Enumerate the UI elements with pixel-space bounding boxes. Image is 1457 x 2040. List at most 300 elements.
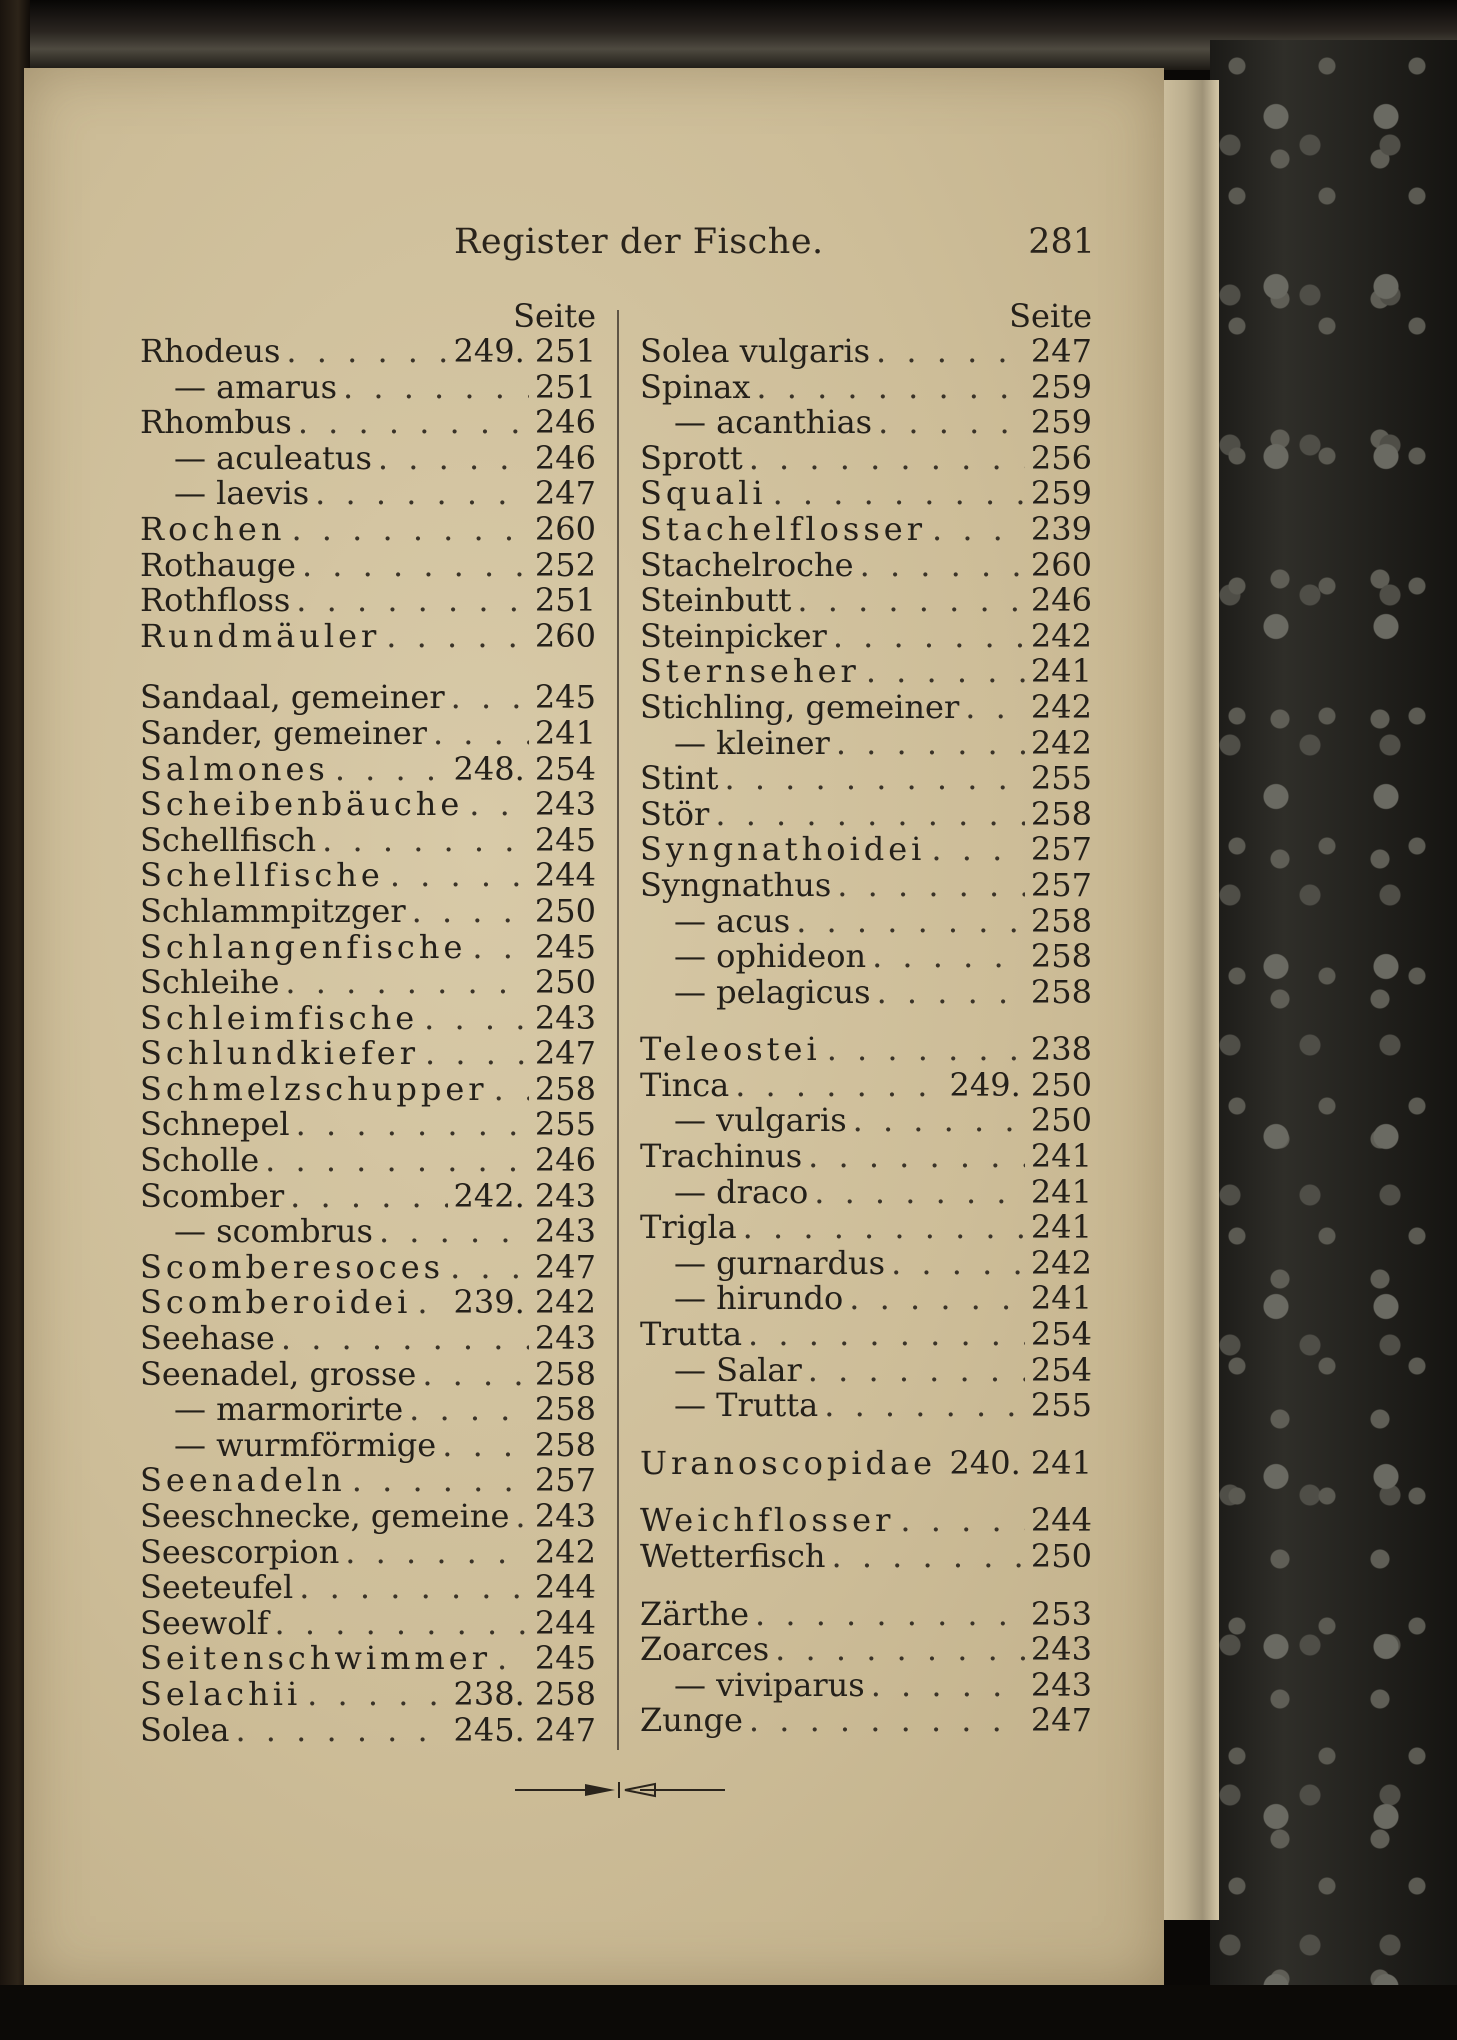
- page-stack-edge: [1164, 80, 1219, 1920]
- index-entry: [140, 1143, 596, 1179]
- index-entry: [140, 1321, 596, 1357]
- entry-pages: 243: [1030, 1665, 1092, 1704]
- dot-leader: [932, 512, 1025, 548]
- dot-leader: [290, 1179, 447, 1215]
- index-entry: [140, 1392, 596, 1428]
- entry-term: Seenadeln: [140, 1461, 346, 1500]
- entry-term: Weichflosser: [640, 1501, 895, 1540]
- entry-pages: 247: [534, 1034, 596, 1073]
- entry-term: Schleihe: [140, 963, 280, 1002]
- entry-term: Sternseher: [640, 652, 860, 691]
- entry-term: Stachelflosser: [640, 509, 926, 548]
- entry-pages: 241: [1030, 1137, 1092, 1176]
- index-entry: [640, 1665, 1092, 1704]
- dot-leader: [743, 1210, 1025, 1246]
- page-number: 281: [1028, 222, 1095, 262]
- dot-leader: [296, 1107, 529, 1143]
- index-entry: [640, 1350, 1092, 1389]
- dot-leader: [931, 832, 1025, 868]
- entry-term: Steinpicker: [640, 616, 827, 655]
- entry-pages: 242: [1030, 1243, 1092, 1282]
- index-entry: [640, 1703, 1092, 1739]
- entry-term: Tinca: [640, 1065, 730, 1104]
- entry-pages: 253: [1030, 1594, 1092, 1633]
- index-entry: [640, 1032, 1092, 1068]
- entry-pages: 256: [1030, 438, 1092, 477]
- index-entry: [140, 1036, 596, 1072]
- entry-pages: 257: [1030, 865, 1092, 904]
- dot-leader: [497, 1641, 529, 1677]
- entry-term: — aculeatus: [174, 438, 372, 477]
- entry-term: Solea: [140, 1710, 230, 1749]
- entry-pages: 243: [534, 785, 596, 824]
- entry-term: Salmones: [140, 749, 329, 788]
- entry-pages: 250: [1030, 1537, 1092, 1575]
- index-entry: [640, 1594, 1092, 1633]
- index-entry: [140, 858, 596, 894]
- dot-leader: [853, 1103, 1025, 1139]
- entry-term: Schleimfische: [140, 998, 419, 1037]
- entry-term: Stör: [640, 794, 710, 833]
- entry-pages: 241: [1030, 1208, 1092, 1247]
- dot-leader: [515, 1499, 529, 1535]
- dot-leader: [298, 405, 529, 441]
- entry-pages: 242: [1030, 687, 1092, 726]
- entry-term: Scholle: [140, 1141, 260, 1180]
- entry-pages: 258: [534, 1069, 596, 1108]
- index-entry: [640, 616, 1092, 655]
- entry-term: Schellfische: [140, 856, 384, 895]
- index-entry: [640, 583, 1092, 619]
- entry-term: Stint: [640, 759, 719, 798]
- entry-term: — acanthias: [674, 403, 873, 442]
- entry-pages: 239. 242: [453, 1283, 596, 1322]
- index-entry: [140, 1425, 596, 1464]
- dot-leader: [965, 690, 1025, 726]
- entry-term: — viviparus: [674, 1665, 865, 1704]
- entry-pages: 245: [534, 820, 596, 859]
- entry-term: Solea vulgaris: [640, 332, 871, 370]
- letter-group-gap: [140, 654, 596, 680]
- dot-leader: [891, 1246, 1025, 1282]
- dot-leader: [775, 1632, 1025, 1668]
- index-entry: [140, 1641, 596, 1677]
- dot-leader: [285, 965, 529, 1001]
- entry-term: Trigla: [640, 1208, 737, 1247]
- entry-pages: 260: [534, 509, 596, 548]
- dot-leader: [900, 1503, 1025, 1539]
- entry-pages: 245: [534, 927, 596, 966]
- index-entry: [140, 1710, 596, 1749]
- index-entry: [640, 865, 1092, 904]
- entry-pages: 247: [534, 1247, 596, 1286]
- entry-term: Schlundkiefer: [140, 1034, 420, 1073]
- entry-pages: 241: [1030, 1279, 1092, 1318]
- dot-leader: [352, 1463, 529, 1499]
- entry-pages: 247: [1030, 332, 1092, 370]
- entry-term: Seeschnecke, gemeine: [140, 1497, 510, 1535]
- dot-leader: [450, 1250, 529, 1286]
- index-entry: [640, 1065, 1092, 1104]
- dot-leader: [265, 1143, 529, 1179]
- index-entry: [140, 749, 596, 788]
- index-entry: [140, 1532, 596, 1571]
- index-entry: [140, 965, 596, 1001]
- index-entry: [140, 1674, 596, 1713]
- index-entry: [640, 687, 1092, 726]
- index-entry: [640, 1281, 1092, 1317]
- entry-pages: 244: [534, 1568, 596, 1607]
- index-entry: [640, 832, 1092, 868]
- dot-leader: [422, 1357, 529, 1393]
- entry-term: Trutta: [640, 1315, 743, 1354]
- entry-term: Schellfisch: [140, 820, 317, 859]
- dot-leader: [866, 654, 1025, 690]
- entry-term: Stichling, gemeiner: [640, 687, 960, 726]
- index-entry: [640, 723, 1092, 762]
- entry-term: Teleostei: [640, 1030, 821, 1069]
- entry-term: Syngnathoidei: [640, 830, 926, 869]
- entry-pages: 245. 247: [453, 1710, 596, 1749]
- dot-leader: [307, 1677, 447, 1713]
- entry-pages: 249. 250: [949, 1065, 1092, 1104]
- index-entry: [640, 761, 1092, 797]
- dot-leader: [302, 548, 529, 584]
- index-entry: [140, 509, 596, 548]
- column-divider: [617, 310, 619, 1750]
- dot-leader: [299, 1570, 529, 1606]
- dot-leader: [836, 726, 1025, 762]
- index-entry: [140, 583, 596, 619]
- entry-pages: 255: [1030, 759, 1092, 798]
- dot-leader: [291, 512, 528, 548]
- entry-term: Rhombus: [140, 403, 292, 442]
- index-entry: [140, 334, 596, 370]
- dot-leader: [827, 1032, 1025, 1068]
- entry-pages: 245: [534, 1639, 596, 1678]
- end-ornament: [515, 1778, 725, 1802]
- entry-pages: 258: [534, 1390, 596, 1429]
- entry-term: Zunge: [640, 1701, 743, 1740]
- entry-pages: 238. 258: [453, 1674, 596, 1713]
- entry-pages: 238: [1030, 1030, 1092, 1069]
- entry-term: Stachelroche: [640, 545, 854, 584]
- entry-pages: 250: [1030, 1101, 1092, 1140]
- entry-pages: 254: [1030, 1315, 1092, 1354]
- dot-leader: [386, 619, 529, 655]
- entry-term: Schnepel: [140, 1105, 290, 1144]
- index-entry: [640, 1632, 1092, 1668]
- index-entry: [140, 1247, 596, 1286]
- seite-label: Seite: [1009, 297, 1092, 335]
- entry-pages: 255: [1030, 1386, 1092, 1425]
- entry-term: — draco: [674, 1172, 809, 1211]
- index-entry: [640, 901, 1092, 940]
- dot-leader: [335, 752, 448, 788]
- entry-term: Scomberoidei: [140, 1283, 412, 1322]
- index-entry: [640, 1210, 1092, 1246]
- dot-leader: [425, 1036, 529, 1072]
- dot-leader: [275, 1606, 529, 1642]
- index-entry: [640, 334, 1092, 370]
- index-entry: [140, 616, 596, 655]
- entry-term: — ophideon: [674, 937, 867, 976]
- entry-pages: 243: [534, 1497, 596, 1535]
- index-entry: [640, 654, 1092, 690]
- entry-pages: 241: [1030, 1172, 1092, 1211]
- dot-leader: [724, 761, 1024, 797]
- entry-term: — marmorirte: [174, 1390, 404, 1429]
- entry-pages: 249. 251: [453, 332, 596, 370]
- entry-pages: 260: [534, 616, 596, 655]
- entry-term: — scombrus: [174, 1212, 373, 1251]
- index-entry: [140, 1354, 596, 1393]
- entry-pages: 259: [1030, 403, 1092, 442]
- entry-term: Wetterfisch: [640, 1537, 826, 1575]
- entry-term: — amarus: [174, 367, 337, 406]
- index-entry: [640, 1139, 1092, 1175]
- dot-leader: [315, 476, 529, 512]
- entry-term: Scomber: [140, 1176, 285, 1215]
- dot-leader: [796, 904, 1025, 940]
- dot-leader: [378, 441, 529, 477]
- index-entry: [140, 545, 596, 584]
- entry-pages: 259: [1030, 367, 1092, 406]
- index-entry: [140, 680, 596, 716]
- index-entry: [140, 1069, 596, 1108]
- dot-leader: [808, 1139, 1025, 1175]
- bottom-shadow: [0, 1985, 1457, 2040]
- dot-leader: [409, 1392, 529, 1428]
- entry-term: Schmelzschupper: [140, 1069, 488, 1108]
- index-column-right: [640, 298, 1092, 1739]
- index-entry: [640, 509, 1092, 548]
- entry-term: Sprott: [640, 438, 743, 477]
- index-entry: [140, 1603, 596, 1642]
- entry-term: — Salar: [674, 1350, 802, 1389]
- index-entry: [640, 794, 1092, 833]
- entry-pages: 245: [534, 678, 596, 717]
- index-entry: [640, 438, 1092, 477]
- dot-leader: [472, 930, 529, 966]
- entry-term: Rothfloss: [140, 581, 291, 620]
- letter-group-gap: [640, 1481, 1092, 1503]
- letter-group-gap: [640, 1424, 1092, 1446]
- index-entry: [640, 1103, 1092, 1139]
- entry-pages: 242: [1030, 616, 1092, 655]
- dot-leader: [343, 370, 529, 406]
- entry-term: Scomberesoces: [140, 1247, 445, 1286]
- dot-leader: [286, 334, 447, 370]
- letter-group-gap: [640, 1575, 1092, 1597]
- dot-leader: [379, 1214, 529, 1250]
- dot-leader: [849, 1281, 1025, 1317]
- dot-leader: [773, 476, 1025, 512]
- entry-pages: 250: [534, 891, 596, 930]
- index-entry: [640, 1317, 1092, 1353]
- entry-pages: 242. 243: [453, 1176, 596, 1215]
- dot-leader: [390, 858, 529, 894]
- entry-term: Scheibenbäuche: [140, 785, 464, 824]
- entry-pages: 243: [534, 1319, 596, 1358]
- index-entry: [140, 367, 596, 406]
- index-entry: [640, 405, 1092, 441]
- entry-pages: 251: [534, 581, 596, 620]
- entry-pages: 260: [1030, 545, 1092, 584]
- entry-term: Rhodeus: [140, 332, 281, 370]
- entry-pages: 244: [534, 856, 596, 895]
- index-entry: [640, 476, 1092, 512]
- entry-pages: 251: [534, 367, 596, 406]
- index-entry: [140, 1107, 596, 1143]
- dot-leader: [469, 787, 529, 823]
- dot-leader: [872, 939, 1025, 975]
- index-entry: [140, 405, 596, 441]
- entry-term: Rothauge: [140, 545, 296, 584]
- entry-pages: 240. 241: [949, 1443, 1092, 1482]
- dot-leader: [808, 1353, 1025, 1389]
- dot-leader: [749, 1703, 1025, 1739]
- entry-term: Spinax: [640, 367, 751, 406]
- index-entry: [140, 1499, 596, 1535]
- entry-pages: 242: [534, 1532, 596, 1571]
- dot-leader: [735, 1068, 943, 1104]
- dot-leader: [824, 1388, 1025, 1424]
- index-entry: [140, 713, 596, 752]
- dot-leader: [748, 1317, 1025, 1353]
- entry-pages: 258: [1030, 937, 1092, 976]
- index-column-left: [140, 298, 596, 1748]
- dot-leader: [494, 1072, 529, 1108]
- index-entry: [640, 1388, 1092, 1424]
- dot-leader: [412, 894, 529, 930]
- dot-leader: [837, 868, 1025, 904]
- dot-leader: [877, 975, 1025, 1011]
- index-entry: [140, 891, 596, 930]
- entry-term: Steinbutt: [640, 581, 792, 620]
- entry-pages: 244: [534, 1603, 596, 1642]
- dot-leader: [860, 548, 1025, 584]
- entry-pages: 243: [534, 1212, 596, 1251]
- entry-term: Seenadel, grosse: [140, 1354, 417, 1393]
- entry-pages: 258: [1030, 794, 1092, 833]
- entry-term: — hirundo: [674, 1279, 844, 1318]
- dot-leader: [749, 441, 1025, 477]
- index-entry: [140, 927, 596, 966]
- dot-leader: [942, 1446, 943, 1482]
- dot-leader: [797, 583, 1025, 619]
- entry-term: Zoarces: [640, 1630, 770, 1669]
- index-entry: [140, 787, 596, 823]
- entry-pages: 242: [1030, 723, 1092, 762]
- entry-pages: 246: [534, 438, 596, 477]
- entry-pages: 244: [1030, 1501, 1092, 1540]
- entry-term: Sander, gemeiner: [140, 713, 427, 752]
- dot-leader: [345, 1535, 529, 1571]
- index-entry: [140, 1463, 596, 1499]
- index-entry: [140, 476, 596, 512]
- running-header: [140, 222, 1095, 272]
- dot-leader: [281, 1321, 529, 1357]
- entry-term: Rochen: [140, 509, 286, 548]
- entry-term: Rundmäuler: [140, 616, 381, 655]
- entry-pages: 246: [534, 403, 596, 442]
- index-entry: [640, 1243, 1092, 1282]
- index-entry: [140, 820, 596, 859]
- dot-leader: [322, 823, 529, 859]
- dot-leader: [715, 797, 1025, 833]
- index-entry: [640, 939, 1092, 975]
- entry-pages: 258: [534, 1354, 596, 1393]
- dot-leader: [814, 1175, 1025, 1211]
- entry-pages: 255: [534, 1105, 596, 1144]
- dot-leader: [876, 334, 1025, 370]
- entry-pages: 246: [534, 1141, 596, 1180]
- entry-term: Selachii: [140, 1674, 302, 1713]
- entry-term: Seescorpion: [140, 1532, 340, 1571]
- entry-pages: 243: [534, 998, 596, 1037]
- index-entry: [640, 1503, 1092, 1539]
- index-entry: [640, 972, 1092, 1011]
- entry-term: — wurmförmige: [174, 1425, 437, 1464]
- entry-pages: 252: [534, 545, 596, 584]
- entry-term: — vulgaris: [674, 1101, 847, 1140]
- entry-pages: 258: [534, 1425, 596, 1464]
- index-entry: [140, 1214, 596, 1250]
- dot-leader: [756, 370, 1025, 406]
- index-entry: [640, 1172, 1092, 1211]
- entry-term: Zärthe: [640, 1594, 750, 1633]
- entry-pages: 241: [1030, 652, 1092, 691]
- entry-term: — Trutta: [674, 1386, 819, 1425]
- entry-term: Schlangenfische: [140, 927, 467, 966]
- entry-term: Sandaal, gemeiner: [140, 678, 445, 717]
- entry-term: Syngnathus: [640, 865, 832, 904]
- index-entry: [640, 367, 1092, 406]
- index-entry: [140, 1285, 596, 1321]
- entry-pages: 257: [534, 1461, 596, 1500]
- entry-pages: 254: [1030, 1350, 1092, 1389]
- dot-leader: [833, 619, 1025, 655]
- entry-pages: 259: [1030, 474, 1092, 513]
- entry-term: Trachinus: [640, 1137, 803, 1176]
- letter-group-gap: [640, 1010, 1092, 1032]
- dot-leader: [442, 1428, 529, 1464]
- entry-term: Squali: [640, 474, 767, 513]
- entry-pages: 239: [1030, 509, 1092, 548]
- entry-pages: 250: [534, 963, 596, 1002]
- entry-term: Schlammpitzger: [140, 891, 406, 930]
- entry-pages: 258: [1030, 901, 1092, 940]
- entry-term: Seitenschwimmer: [140, 1639, 491, 1678]
- entry-term: — kleiner: [674, 723, 830, 762]
- index-entry: [140, 1176, 596, 1215]
- entry-pages: 248. 254: [453, 749, 596, 788]
- dot-leader: [451, 680, 529, 716]
- entry-pages: 257: [1030, 830, 1092, 869]
- dot-leader: [433, 716, 529, 752]
- entry-term: Seewolf: [140, 1603, 269, 1642]
- index-entry: [140, 438, 596, 477]
- dot-leader: [235, 1713, 447, 1749]
- entry-term: Seehase: [140, 1319, 275, 1358]
- entry-pages: 247: [1030, 1701, 1092, 1740]
- entry-pages: 241: [534, 713, 596, 752]
- dot-leader: [755, 1597, 1025, 1633]
- entry-term: — pelagicus: [674, 972, 871, 1011]
- dot-leader: [296, 583, 529, 619]
- index-entry: [640, 545, 1092, 584]
